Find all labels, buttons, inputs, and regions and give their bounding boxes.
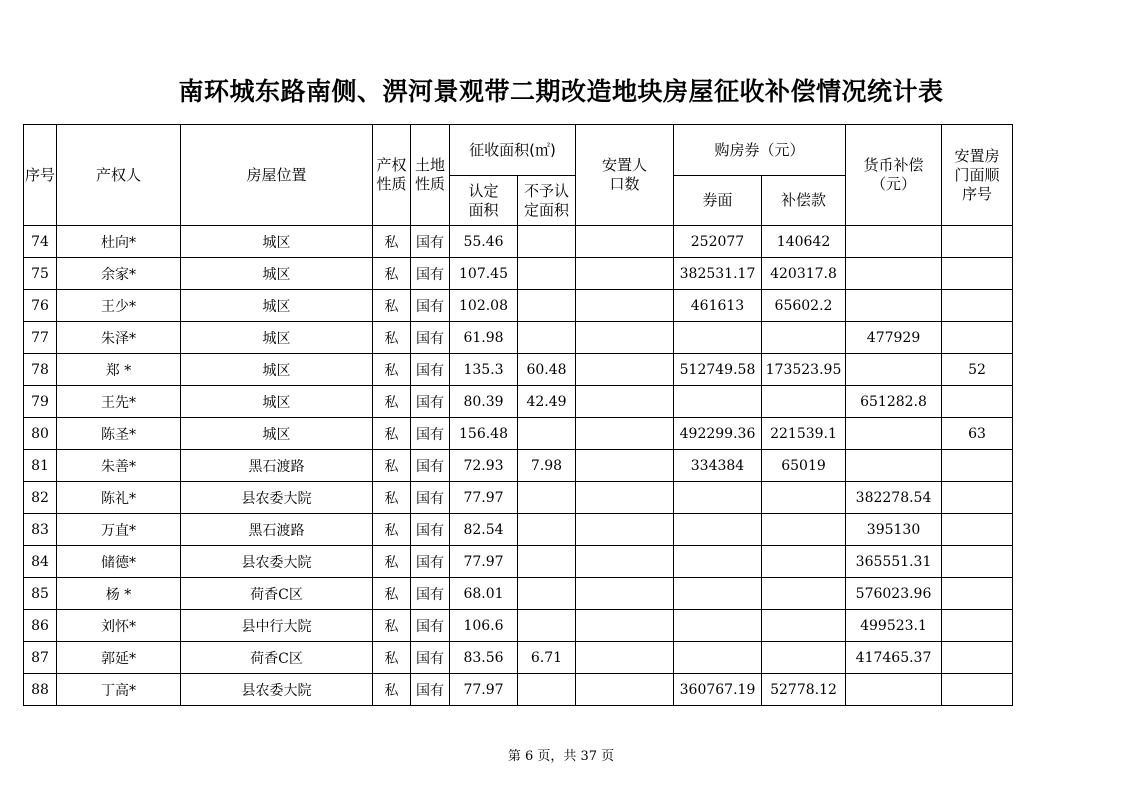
cell-area-unconfirmed: [518, 514, 576, 546]
header-location: 房屋位置: [181, 125, 373, 226]
table-row: [24, 322, 1013, 354]
cell-voucher-face: [674, 642, 762, 674]
cell-property-nature: 私: [373, 642, 411, 674]
cell-cash-comp: [846, 258, 942, 290]
cell-area-confirmed: 82.54: [450, 514, 518, 546]
table-row: [24, 578, 1013, 610]
cell-cash-comp: [846, 354, 942, 386]
cell-land-nature: 国有: [411, 386, 450, 418]
table-row: [24, 290, 1013, 322]
cell-owner: 陈圣*: [57, 418, 181, 450]
cell-resettle-people: [576, 354, 674, 386]
cell-seq: 84: [24, 546, 57, 578]
cell-resettle-people: [576, 386, 674, 418]
header-land-nature: 土地性质: [411, 125, 450, 226]
cell-area-unconfirmed: [518, 482, 576, 514]
cell-land-nature: 国有: [411, 642, 450, 674]
cell-area-confirmed: 61.98: [450, 322, 518, 354]
cell-resettle-people: [576, 546, 674, 578]
header-property-nature: 产权性质: [373, 125, 411, 226]
cell-storefront-order: [942, 642, 1013, 674]
cell-owner: 储德*: [57, 546, 181, 578]
cell-area-unconfirmed: [518, 258, 576, 290]
cell-voucher-face: 512749.58: [674, 354, 762, 386]
cell-resettle-people: [576, 322, 674, 354]
cell-owner: 郭延*: [57, 642, 181, 674]
cell-storefront-order: [942, 322, 1013, 354]
cell-property-nature: 私: [373, 354, 411, 386]
cell-voucher-face: 492299.36: [674, 418, 762, 450]
cell-owner: 王先*: [57, 386, 181, 418]
cell-resettle-people: [576, 258, 674, 290]
cell-cash-comp: [846, 290, 942, 322]
cell-land-nature: 国有: [411, 546, 450, 578]
cell-voucher-face: 334384: [674, 450, 762, 482]
cell-cash-comp: 576023.96: [846, 578, 942, 610]
cell-storefront-order: 52: [942, 354, 1013, 386]
cell-area-confirmed: 156.48: [450, 418, 518, 450]
cell-voucher-face: [674, 546, 762, 578]
cell-storefront-order: [942, 226, 1013, 258]
cell-area-unconfirmed: 42.49: [518, 386, 576, 418]
cell-storefront-order: [942, 578, 1013, 610]
cell-resettle-people: [576, 610, 674, 642]
cell-area-confirmed: 106.6: [450, 610, 518, 642]
cell-owner: 朱善*: [57, 450, 181, 482]
cell-cash-comp: 365551.31: [846, 546, 942, 578]
table-row: [24, 514, 1013, 546]
cell-area-confirmed: 68.01: [450, 578, 518, 610]
cell-voucher-comp: 140642: [762, 226, 846, 258]
cell-resettle-people: [576, 226, 674, 258]
table-row: [24, 546, 1013, 578]
header-area-confirmed: 认定面积: [450, 176, 518, 226]
cell-voucher-face: 382531.17: [674, 258, 762, 290]
cell-seq: 75: [24, 258, 57, 290]
cell-location: 县农委大院: [181, 546, 373, 578]
cell-storefront-order: [942, 514, 1013, 546]
cell-location: 城区: [181, 386, 373, 418]
cell-storefront-order: [942, 258, 1013, 290]
cell-property-nature: 私: [373, 226, 411, 258]
cell-resettle-people: [576, 450, 674, 482]
cell-cash-comp: [846, 450, 942, 482]
cell-voucher-comp: 221539.1: [762, 418, 846, 450]
cell-seq: 85: [24, 578, 57, 610]
cell-owner: 杨 *: [57, 578, 181, 610]
table-row: [24, 386, 1013, 418]
cell-area-unconfirmed: 6.71: [518, 642, 576, 674]
cell-resettle-people: [576, 642, 674, 674]
cell-area-unconfirmed: [518, 578, 576, 610]
cell-area-unconfirmed: 7.98: [518, 450, 576, 482]
table-body: [24, 226, 1013, 706]
cell-land-nature: 国有: [411, 226, 450, 258]
cell-area-unconfirmed: [518, 610, 576, 642]
cell-location: 荷香C区: [181, 642, 373, 674]
cell-storefront-order: [942, 290, 1013, 322]
table-row: [24, 642, 1013, 674]
cell-owner: 朱泽*: [57, 322, 181, 354]
cell-area-unconfirmed: [518, 290, 576, 322]
cell-area-unconfirmed: [518, 322, 576, 354]
cell-voucher-comp: [762, 386, 846, 418]
cell-owner: 万直*: [57, 514, 181, 546]
cell-storefront-order: 63: [942, 418, 1013, 450]
cell-property-nature: 私: [373, 450, 411, 482]
cell-seq: 74: [24, 226, 57, 258]
table-row: [24, 610, 1013, 642]
cell-area-unconfirmed: 60.48: [518, 354, 576, 386]
table-row: [24, 226, 1013, 258]
cell-voucher-comp: [762, 482, 846, 514]
cell-resettle-people: [576, 674, 674, 706]
cell-area-unconfirmed: [518, 546, 576, 578]
cell-location: 城区: [181, 226, 373, 258]
cell-location: 县农委大院: [181, 674, 373, 706]
cell-area-unconfirmed: [518, 674, 576, 706]
cell-voucher-comp: [762, 514, 846, 546]
cell-cash-comp: 477929: [846, 322, 942, 354]
table-row: [24, 354, 1013, 386]
cell-voucher-face: [674, 514, 762, 546]
cell-voucher-face: [674, 610, 762, 642]
cell-land-nature: 国有: [411, 514, 450, 546]
cell-property-nature: 私: [373, 258, 411, 290]
cell-owner: 陈礼*: [57, 482, 181, 514]
cell-seq: 83: [24, 514, 57, 546]
header-seq: 序号: [24, 125, 57, 226]
header-cash-comp: 货币补偿（元）: [846, 125, 942, 226]
cell-land-nature: 国有: [411, 674, 450, 706]
cell-location: 城区: [181, 290, 373, 322]
cell-land-nature: 国有: [411, 354, 450, 386]
cell-owner: 郑 *: [57, 354, 181, 386]
cell-seq: 76: [24, 290, 57, 322]
cell-voucher-face: 461613: [674, 290, 762, 322]
cell-voucher-face: 360767.19: [674, 674, 762, 706]
cell-land-nature: 国有: [411, 482, 450, 514]
cell-property-nature: 私: [373, 290, 411, 322]
cell-voucher-comp: 420317.8: [762, 258, 846, 290]
cell-property-nature: 私: [373, 546, 411, 578]
cell-seq: 81: [24, 450, 57, 482]
cell-voucher-comp: [762, 546, 846, 578]
cell-location: 县中行大院: [181, 610, 373, 642]
cell-location: 荷香C区: [181, 578, 373, 610]
cell-owner: 杜向*: [57, 226, 181, 258]
cell-property-nature: 私: [373, 514, 411, 546]
cell-land-nature: 国有: [411, 578, 450, 610]
header-owner: 产权人: [57, 125, 181, 226]
cell-resettle-people: [576, 482, 674, 514]
cell-area-confirmed: 83.56: [450, 642, 518, 674]
cell-area-confirmed: 72.93: [450, 450, 518, 482]
cell-voucher-comp: 52778.12: [762, 674, 846, 706]
cell-seq: 79: [24, 386, 57, 418]
cell-land-nature: 国有: [411, 450, 450, 482]
table-row: [24, 674, 1013, 706]
cell-voucher-face: [674, 578, 762, 610]
table-header: [24, 125, 1013, 226]
cell-location: 县农委大院: [181, 482, 373, 514]
header-area-unconfirmed: 不予认定面积: [518, 176, 576, 226]
cell-area-confirmed: 80.39: [450, 386, 518, 418]
cell-cash-comp: [846, 674, 942, 706]
header-voucher-comp: 补偿款: [762, 176, 846, 226]
cell-voucher-face: [674, 322, 762, 354]
cell-cash-comp: 395130: [846, 514, 942, 546]
cell-cash-comp: 499523.1: [846, 610, 942, 642]
table-row: [24, 482, 1013, 514]
compensation-table: [23, 124, 1013, 706]
cell-storefront-order: [942, 610, 1013, 642]
cell-property-nature: 私: [373, 482, 411, 514]
cell-owner: 余家*: [57, 258, 181, 290]
cell-location: 城区: [181, 258, 373, 290]
cell-seq: 80: [24, 418, 57, 450]
cell-storefront-order: [942, 674, 1013, 706]
header-storefront-order: 安置房门面顺序号: [942, 125, 1013, 226]
cell-location: 城区: [181, 418, 373, 450]
cell-cash-comp: 382278.54: [846, 482, 942, 514]
cell-seq: 77: [24, 322, 57, 354]
cell-area-confirmed: 135.3: [450, 354, 518, 386]
cell-property-nature: 私: [373, 610, 411, 642]
cell-location: 黑石渡路: [181, 514, 373, 546]
cell-seq: 86: [24, 610, 57, 642]
cell-voucher-face: [674, 482, 762, 514]
cell-land-nature: 国有: [411, 258, 450, 290]
cell-area-confirmed: 55.46: [450, 226, 518, 258]
document-title: 南环城东路南侧、淠河景观带二期改造地块房屋征收补偿情况统计表: [178, 77, 944, 106]
table-row: [24, 258, 1013, 290]
cell-property-nature: 私: [373, 674, 411, 706]
table-row: [24, 450, 1013, 482]
cell-storefront-order: [942, 482, 1013, 514]
cell-location: 城区: [181, 354, 373, 386]
cell-storefront-order: [942, 546, 1013, 578]
cell-land-nature: 国有: [411, 418, 450, 450]
page-footer: 第 6 页，共 37 页: [507, 749, 615, 764]
cell-cash-comp: [846, 226, 942, 258]
cell-voucher-comp: [762, 322, 846, 354]
cell-resettle-people: [576, 290, 674, 322]
cell-owner: 王少*: [57, 290, 181, 322]
cell-area-confirmed: 77.97: [450, 482, 518, 514]
cell-voucher-comp: 65602.2: [762, 290, 846, 322]
cell-voucher-comp: [762, 578, 846, 610]
cell-voucher-comp: [762, 642, 846, 674]
cell-property-nature: 私: [373, 386, 411, 418]
cell-voucher-face: 252077: [674, 226, 762, 258]
header-voucher-group: 购房券（元）: [674, 125, 846, 176]
cell-area-confirmed: 77.97: [450, 546, 518, 578]
cell-owner: 刘怀*: [57, 610, 181, 642]
cell-storefront-order: [942, 450, 1013, 482]
cell-seq: 82: [24, 482, 57, 514]
cell-property-nature: 私: [373, 418, 411, 450]
cell-area-confirmed: 107.45: [450, 258, 518, 290]
cell-seq: 87: [24, 642, 57, 674]
cell-land-nature: 国有: [411, 322, 450, 354]
cell-land-nature: 国有: [411, 290, 450, 322]
cell-voucher-face: [674, 386, 762, 418]
cell-owner: 丁高*: [57, 674, 181, 706]
cell-cash-comp: 417465.37: [846, 642, 942, 674]
cell-resettle-people: [576, 578, 674, 610]
header-resettle-people: 安置人口数: [576, 125, 674, 226]
cell-storefront-order: [942, 386, 1013, 418]
cell-area-unconfirmed: [518, 418, 576, 450]
cell-cash-comp: [846, 418, 942, 450]
header-voucher-face: 券面: [674, 176, 762, 226]
cell-voucher-comp: 173523.95: [762, 354, 846, 386]
cell-cash-comp: 651282.8: [846, 386, 942, 418]
cell-property-nature: 私: [373, 578, 411, 610]
cell-area-unconfirmed: [518, 226, 576, 258]
cell-location: 城区: [181, 322, 373, 354]
cell-voucher-comp: [762, 610, 846, 642]
table-row: [24, 418, 1013, 450]
cell-resettle-people: [576, 514, 674, 546]
cell-area-confirmed: 77.97: [450, 674, 518, 706]
cell-voucher-comp: 65019: [762, 450, 846, 482]
cell-seq: 78: [24, 354, 57, 386]
header-area-group: 征收面积(㎡): [450, 125, 576, 176]
cell-property-nature: 私: [373, 322, 411, 354]
cell-seq: 88: [24, 674, 57, 706]
cell-resettle-people: [576, 418, 674, 450]
cell-land-nature: 国有: [411, 610, 450, 642]
cell-location: 黑石渡路: [181, 450, 373, 482]
cell-area-confirmed: 102.08: [450, 290, 518, 322]
